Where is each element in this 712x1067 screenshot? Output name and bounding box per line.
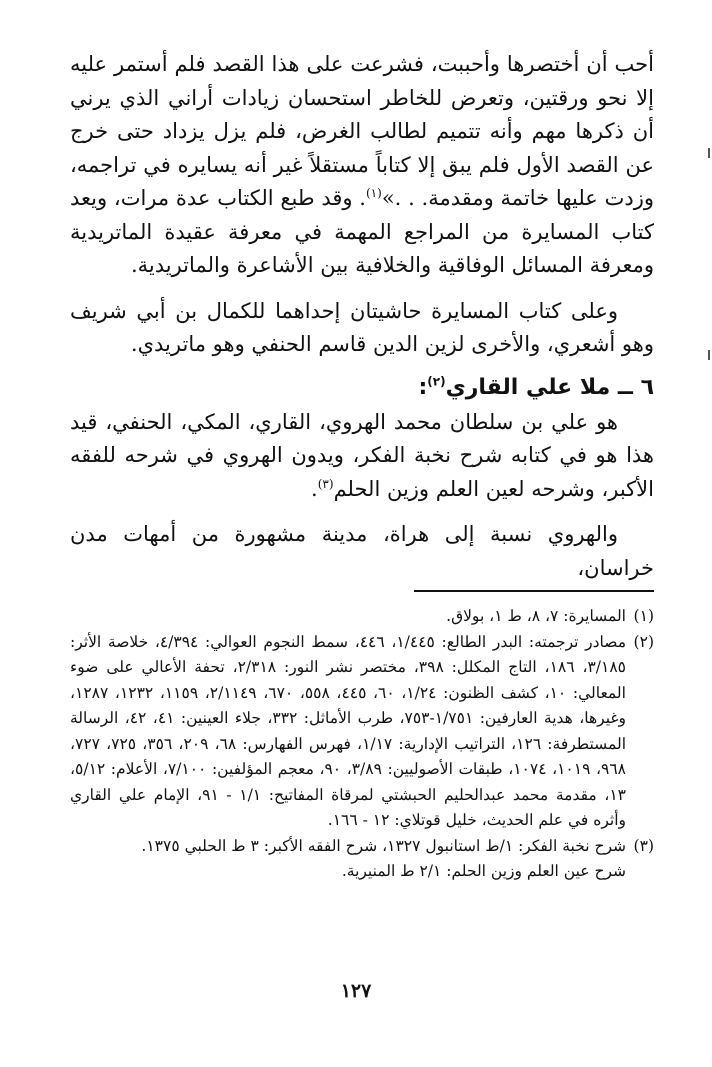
footnote-1 <box>70 604 654 630</box>
footnote-ref-3: (٣) <box>317 476 334 491</box>
paragraph-3-tail: . <box>311 476 318 501</box>
footnote-3-continuation: شرح عين العلم وزين الحلم: ٢/١ ط المنيرية. <box>341 862 626 880</box>
paragraph-3 <box>70 406 654 507</box>
footnote-separator <box>414 590 654 592</box>
paragraph-4: والهروي نسبة إلى هراة، مدينة مشهورة من أمهات مدن خراسان، <box>70 522 654 580</box>
main-text <box>70 48 654 585</box>
footnote-text: المسايرة: ٧، ٨، ط ١، بولاق. <box>446 607 626 625</box>
section-heading-colon: : <box>418 374 428 400</box>
footnote-3 <box>70 834 654 860</box>
page-number: ١٢٧ <box>340 980 372 1002</box>
section-heading-text: ٦ ــ ملا علي القاري <box>445 374 654 400</box>
footnote-ref-1: (١) <box>365 186 382 200</box>
paragraph-1-tail: . وقد طبع الكتاب عدة مرات، ويعد كتاب المسايرة من المراجع المهمة في معرفة عقيدة الماتريدية ومعرفة المسائل الوفاقية والخلافية بين الأشاعرة والماتريدية. <box>70 186 654 277</box>
paragraph-1-text: أحب أن أختصرها وأحببت، فشرعت على هذا القصد فلم أستمر عليه إلا نحو ورقتين، وتعرض للخاطر استحسان زيادات أراني الذي يرني أن ذكرها مهم وأنه تتميم لطالب الغرض، فلم يزل يزداد حتى خرج عن القصد الأول فلم يبق إلا كتاباً مستقلاً غير أنه يسايره في تراجمه، وزدت عليها خاتمة ومقدمة. . .» <box>70 52 655 210</box>
footnote-number: (١) <box>633 607 654 625</box>
paragraph-1 <box>70 48 654 283</box>
footnote-number: (٢) <box>633 632 654 651</box>
footnote-number: (٣) <box>633 836 654 855</box>
footnote-text: مصادر ترجمته: البدر الطالع: ١/٤٤٥، ٤٤٦، سمط النجوم العوالي: ٤/٣٩٤، خلاصة الأثر: ٣/١٨٥، ١٨٦، التاج المكلل: ٣٩٨، مختصر نشر النور: ٢/٣١٨، تحفة الأعالي على ضوء المعالي: ١٠، كشف الظنون: ١/٢٤، ٦٠، ٤٤٥، ٥٥٨، ٦٧٠، ٢/١١٤٩، ١١٥٩، ١٢٣٢، ١٢٨٧، وغيرها، هدية العارفين: ١/٧٥١-٧٥٣، طرب الأماثل: ٣٣٢، جلاء العينين: ٤١، ٤٢، الرسالة المستطرفة: ١٢٦، التراتيب الإدارية: ١/١٧، فهرس الفهارس: ٦٨، ٢٠٩، ٣٥٦، ٧٢٥، ٧٢٧، ٩٦٨، ١٠١٩، ١٠٧٤، طبقات الأصوليين: ٣/٨٩، ٩٠، معجم المؤلفين: ٧/١٠٠، الأعلام: ٥/١٢، ١٣، مقدمة محمد عبدالحليم الحبشتي لمرقاة المفاتيح: ١/١ - ٩١، الإمام علي القاري وأثره في علم الحديث، خليل قوتلاي: ١٢ - ١٦٦. <box>70 632 627 829</box>
footnote-text: شرح نخبة الفكر: ١/ط استانبول ١٣٢٧، شرح الفقه الأكبر: ٣ ط الحلبي ١٣٧٥. <box>141 836 626 855</box>
footnotes <box>70 604 654 885</box>
paragraph-3-text: هو علي بن سلطان محمد الهروي، القاري، المكي، الحنفي، قيد هذا هو في كتابه شرح نخبة الفكر، ويدون الهروي في شرحه للفقه الأكبر، وشرحه لعين العلم وزين الحلم <box>70 409 654 501</box>
footnote-2 <box>70 630 654 834</box>
section-heading <box>70 370 654 406</box>
page-edge-mark <box>708 350 710 360</box>
footnote-ref-2: (٢) <box>427 374 446 389</box>
paragraph-2: وعلى كتاب المسايرة حاشيتان إحداهما للكمال بن أبي شريف وهو أشعري، والأخرى لزين الدين قاسم الحنفي وهو ماتريدي. <box>70 298 654 356</box>
page-edge-mark <box>708 148 710 158</box>
